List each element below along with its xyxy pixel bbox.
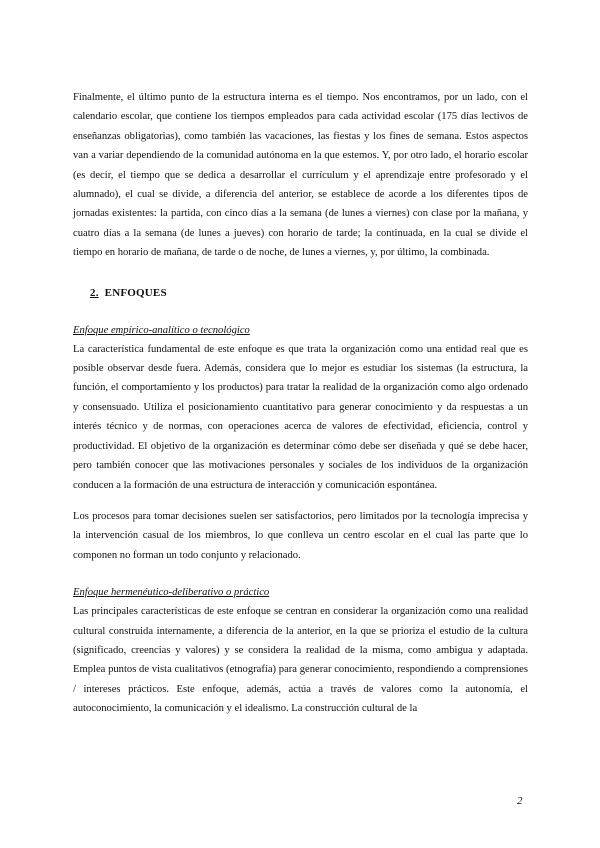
subsection-heading-empirico: Enfoque empírico-analítico o tecnológico [73, 324, 250, 336]
intro-paragraph: Finalmente, el último punto de la estructura interna es el tiempo. Nos encontramos, por un lado, con el calendario escolar, que contiene los tiempos empleados para cada actividad escolar (175 días lectivos de enseñanzas obligatorias), como también las vacaciones, las fiestas y los fines de semana. Estos aspectos van a variar dependiendo de la comunidad autónoma en la que estemos. Y, por otro lado, el horario escolar (es decir, el tiempo que se dedica a desarrollar el currículum y el aprendizaje entre profesorado y el alumnado), el cual se divide, a diferencia del anterior, se establece de acorde a los diferentes tipos de jornadas existentes: la partida, con cinco días a la semana (de lunes a viernes) con clase por la mañana, y cuatro días a la semana (de lunes a jueves) con horario de tarde; la continuada, en la cual se divide el tiempo en horario de mañana, de tarde o de noche, de lunes a viernes, y, por último, la combinada. [73, 92, 528, 259]
page-number: 2 [517, 795, 523, 807]
empirico-paragraph-2: Los procesos para tomar decisiones suelen ser satisfactorios, pero limitados por la tecnología imprecisa y la intervención casual de los miembros, lo que conlleva un centro escolar en el cual las parte que lo componen no forman un todo conjunto y relacionado. [73, 510, 528, 561]
hermeneutico-paragraph-1: Las principales características de este enfoque se centran en considerar la organización como una realidad cultural construida internamente, a diferencia de la anterior, en la que se prioriza el estudio de la cultura (significado, creencias y valores) y se considera la realidad de la misma, como ambigua y adaptada. Emplea puntos de vista cualitativos (etnografía) para generar conocimiento, respondiendo a comprensiones / intereses prácticos. Este enfoque, además, actúa a través de valores como la autonomía, el autoconocimiento, la comunicación y el idealismo. La construcción cultural de la [73, 606, 528, 715]
section-title: ENFOQUES [104, 286, 167, 299]
subsection-heading-hermeneutico: Enfoque hermenéutico-deliberativo o práctico [73, 587, 270, 599]
page-content [73, 88, 528, 719]
section-heading [73, 284, 528, 303]
empirico-paragraph-1: La característica fundamental de este enfoque es que trata la organización como una entidad real que es posible observar desde fuera. Además, considera que lo mejor es estudiar los sistemas (la estructura, la función, el comportamiento y los productos) para tratar la realidad de la organización como algo ordenado y consensuado. Utiliza el posicionamiento cuantitativo para generar conocimiento y da respuestas a un interés técnico y de normas, con operaciones acerca de valores de efectividad, eficiencia, control y productividad. El objetivo de la organización es determinar cómo debe ser diseñada y qué se debe hacer, pero también conocer que las motivaciones personales y sociales de los individuos de la organización conducen a la formación de una estructura de interacción y comunicación espontánea. [73, 343, 528, 491]
section-number: 2. [90, 286, 99, 299]
